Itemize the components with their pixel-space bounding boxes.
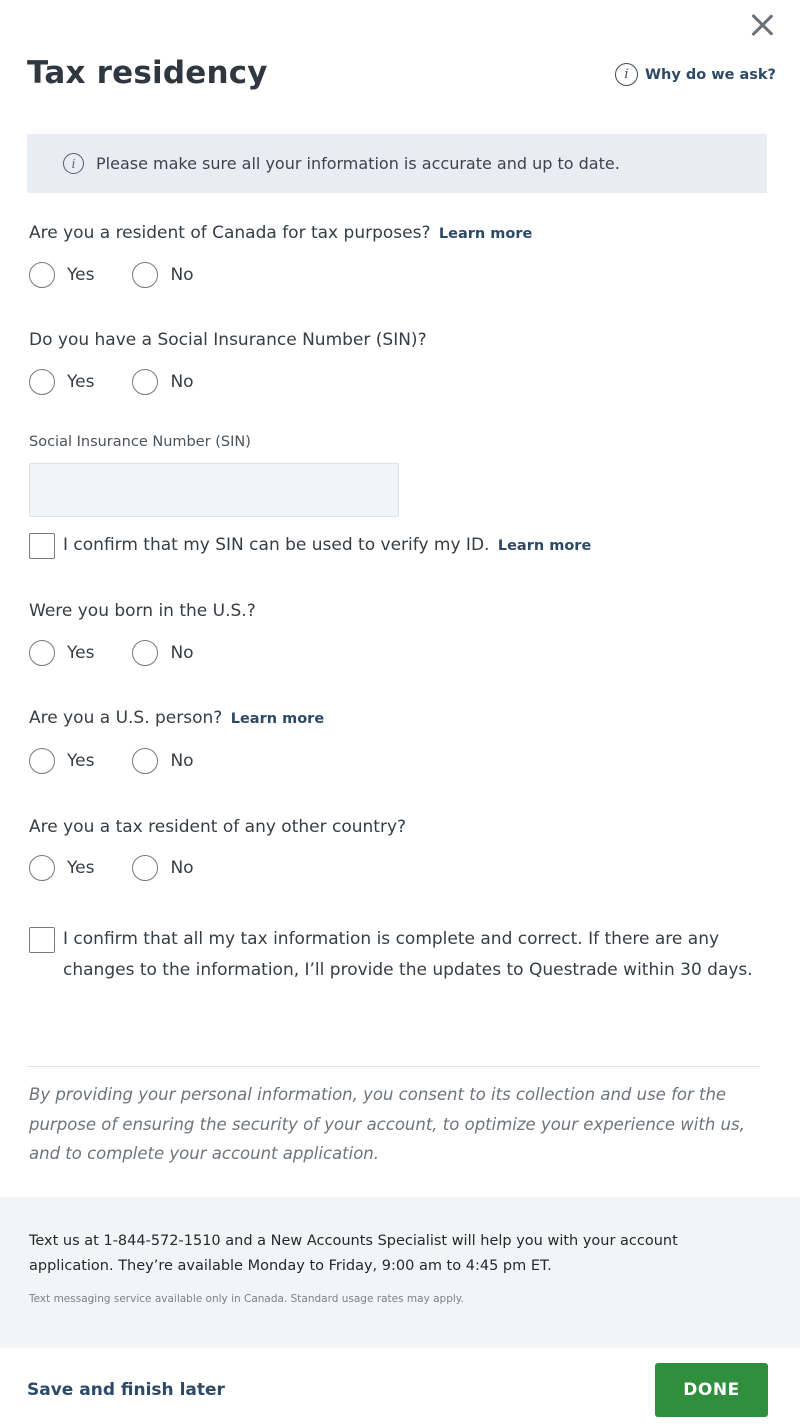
radio-button[interactable] [132, 855, 158, 881]
radio-yes[interactable] [29, 640, 94, 666]
help-panel [0, 1197, 800, 1348]
consent-notice: By providing your personal information, you consent to its collection and use for the purpose of ensuring the security of your account, to optimize your experience with us, and to complete your account application. [29, 1085, 745, 1163]
radio-label: Yes [67, 751, 95, 771]
radio-group-other-tax-residency [29, 855, 232, 881]
question-label: Are you a resident of Canada for tax purposes? [29, 223, 431, 243]
radio-button[interactable] [29, 369, 55, 395]
sin-field-label: Social Insurance Number (SIN) [29, 434, 251, 450]
radio-button[interactable] [29, 262, 55, 288]
sin-input[interactable] [29, 463, 399, 517]
radio-button[interactable] [132, 748, 158, 774]
radio-yes[interactable] [29, 369, 94, 395]
info-banner [27, 134, 767, 193]
sin-confirm-label: I confirm that my SIN can be used to verify my ID. [63, 535, 490, 555]
info-icon: i [63, 153, 84, 174]
help-text: Text us at 1-844-572-1510 and a New Accounts Specialist will help you with your account application. They’re available Monday to Friday, 9:00 am to 4:45 pm ET. [29, 1233, 678, 1274]
why-do-we-ask-link[interactable] [615, 63, 776, 86]
radio-group-born-in-us [29, 640, 232, 666]
radio-button[interactable] [29, 855, 55, 881]
learn-more-link[interactable]: Learn more [438, 226, 533, 242]
radio-label: No [170, 751, 194, 771]
sin-confirm-text [63, 530, 591, 562]
radio-label: No [170, 372, 194, 392]
radio-label: No [170, 858, 194, 878]
radio-button[interactable] [132, 262, 158, 288]
radio-yes[interactable] [29, 855, 94, 881]
radio-label: Yes [67, 265, 95, 285]
radio-label: No [170, 265, 194, 285]
sin-confirm-row[interactable] [29, 533, 591, 562]
sin-confirm-checkbox[interactable] [29, 533, 55, 559]
page-title: Tax residency [27, 55, 268, 91]
radio-label: Yes [67, 643, 95, 663]
radio-no[interactable] [132, 640, 193, 666]
info-icon: i [615, 63, 638, 86]
radio-group-us-person [29, 748, 232, 774]
save-and-finish-later-link[interactable]: Save and finish later [27, 1380, 225, 1400]
divider [27, 1066, 760, 1067]
radio-label: Yes [67, 858, 95, 878]
radio-button[interactable] [29, 748, 55, 774]
radio-no[interactable] [132, 855, 193, 881]
question-label: Are you a tax resident of any other country? [29, 817, 407, 837]
radio-no[interactable] [132, 748, 193, 774]
radio-group-has-sin [29, 369, 232, 395]
question-us-person [29, 708, 324, 728]
question-label: Do you have a Social Insurance Number (SIN)? [29, 330, 427, 350]
question-born-in-us [29, 601, 256, 621]
radio-yes[interactable] [29, 262, 94, 288]
question-label: Were you born in the U.S.? [29, 601, 256, 621]
radio-button[interactable] [29, 640, 55, 666]
radio-button[interactable] [132, 640, 158, 666]
final-confirm-text: I confirm that all my tax information is complete and correct. If there are any changes to the information, I’ll provide the updates to Questrade within 30 days. [63, 929, 753, 980]
final-confirm-row[interactable] [29, 927, 774, 986]
question-has-sin [29, 330, 427, 350]
radio-button[interactable] [132, 369, 158, 395]
learn-more-link[interactable]: Learn more [497, 538, 592, 554]
radio-group-canada-resident [29, 262, 232, 288]
radio-no[interactable] [132, 262, 193, 288]
radio-label: Yes [67, 372, 95, 392]
radio-no[interactable] [132, 369, 193, 395]
radio-yes[interactable] [29, 748, 94, 774]
done-button[interactable]: DONE [655, 1363, 768, 1417]
question-other-tax-residency [29, 817, 406, 837]
question-canada-resident [29, 223, 532, 243]
why-do-we-ask-label: Why do we ask? [645, 66, 776, 83]
radio-label: No [170, 643, 194, 663]
learn-more-link[interactable]: Learn more [230, 711, 325, 727]
close-icon[interactable] [745, 8, 779, 42]
info-banner-text: Please make sure all your information is accurate and up to date. [96, 154, 620, 173]
final-confirm-checkbox[interactable] [29, 927, 55, 953]
question-label: Are you a U.S. person? [29, 708, 223, 728]
help-fine-print: Text messaging service available only in Canada. Standard usage rates may apply. [29, 1293, 464, 1305]
